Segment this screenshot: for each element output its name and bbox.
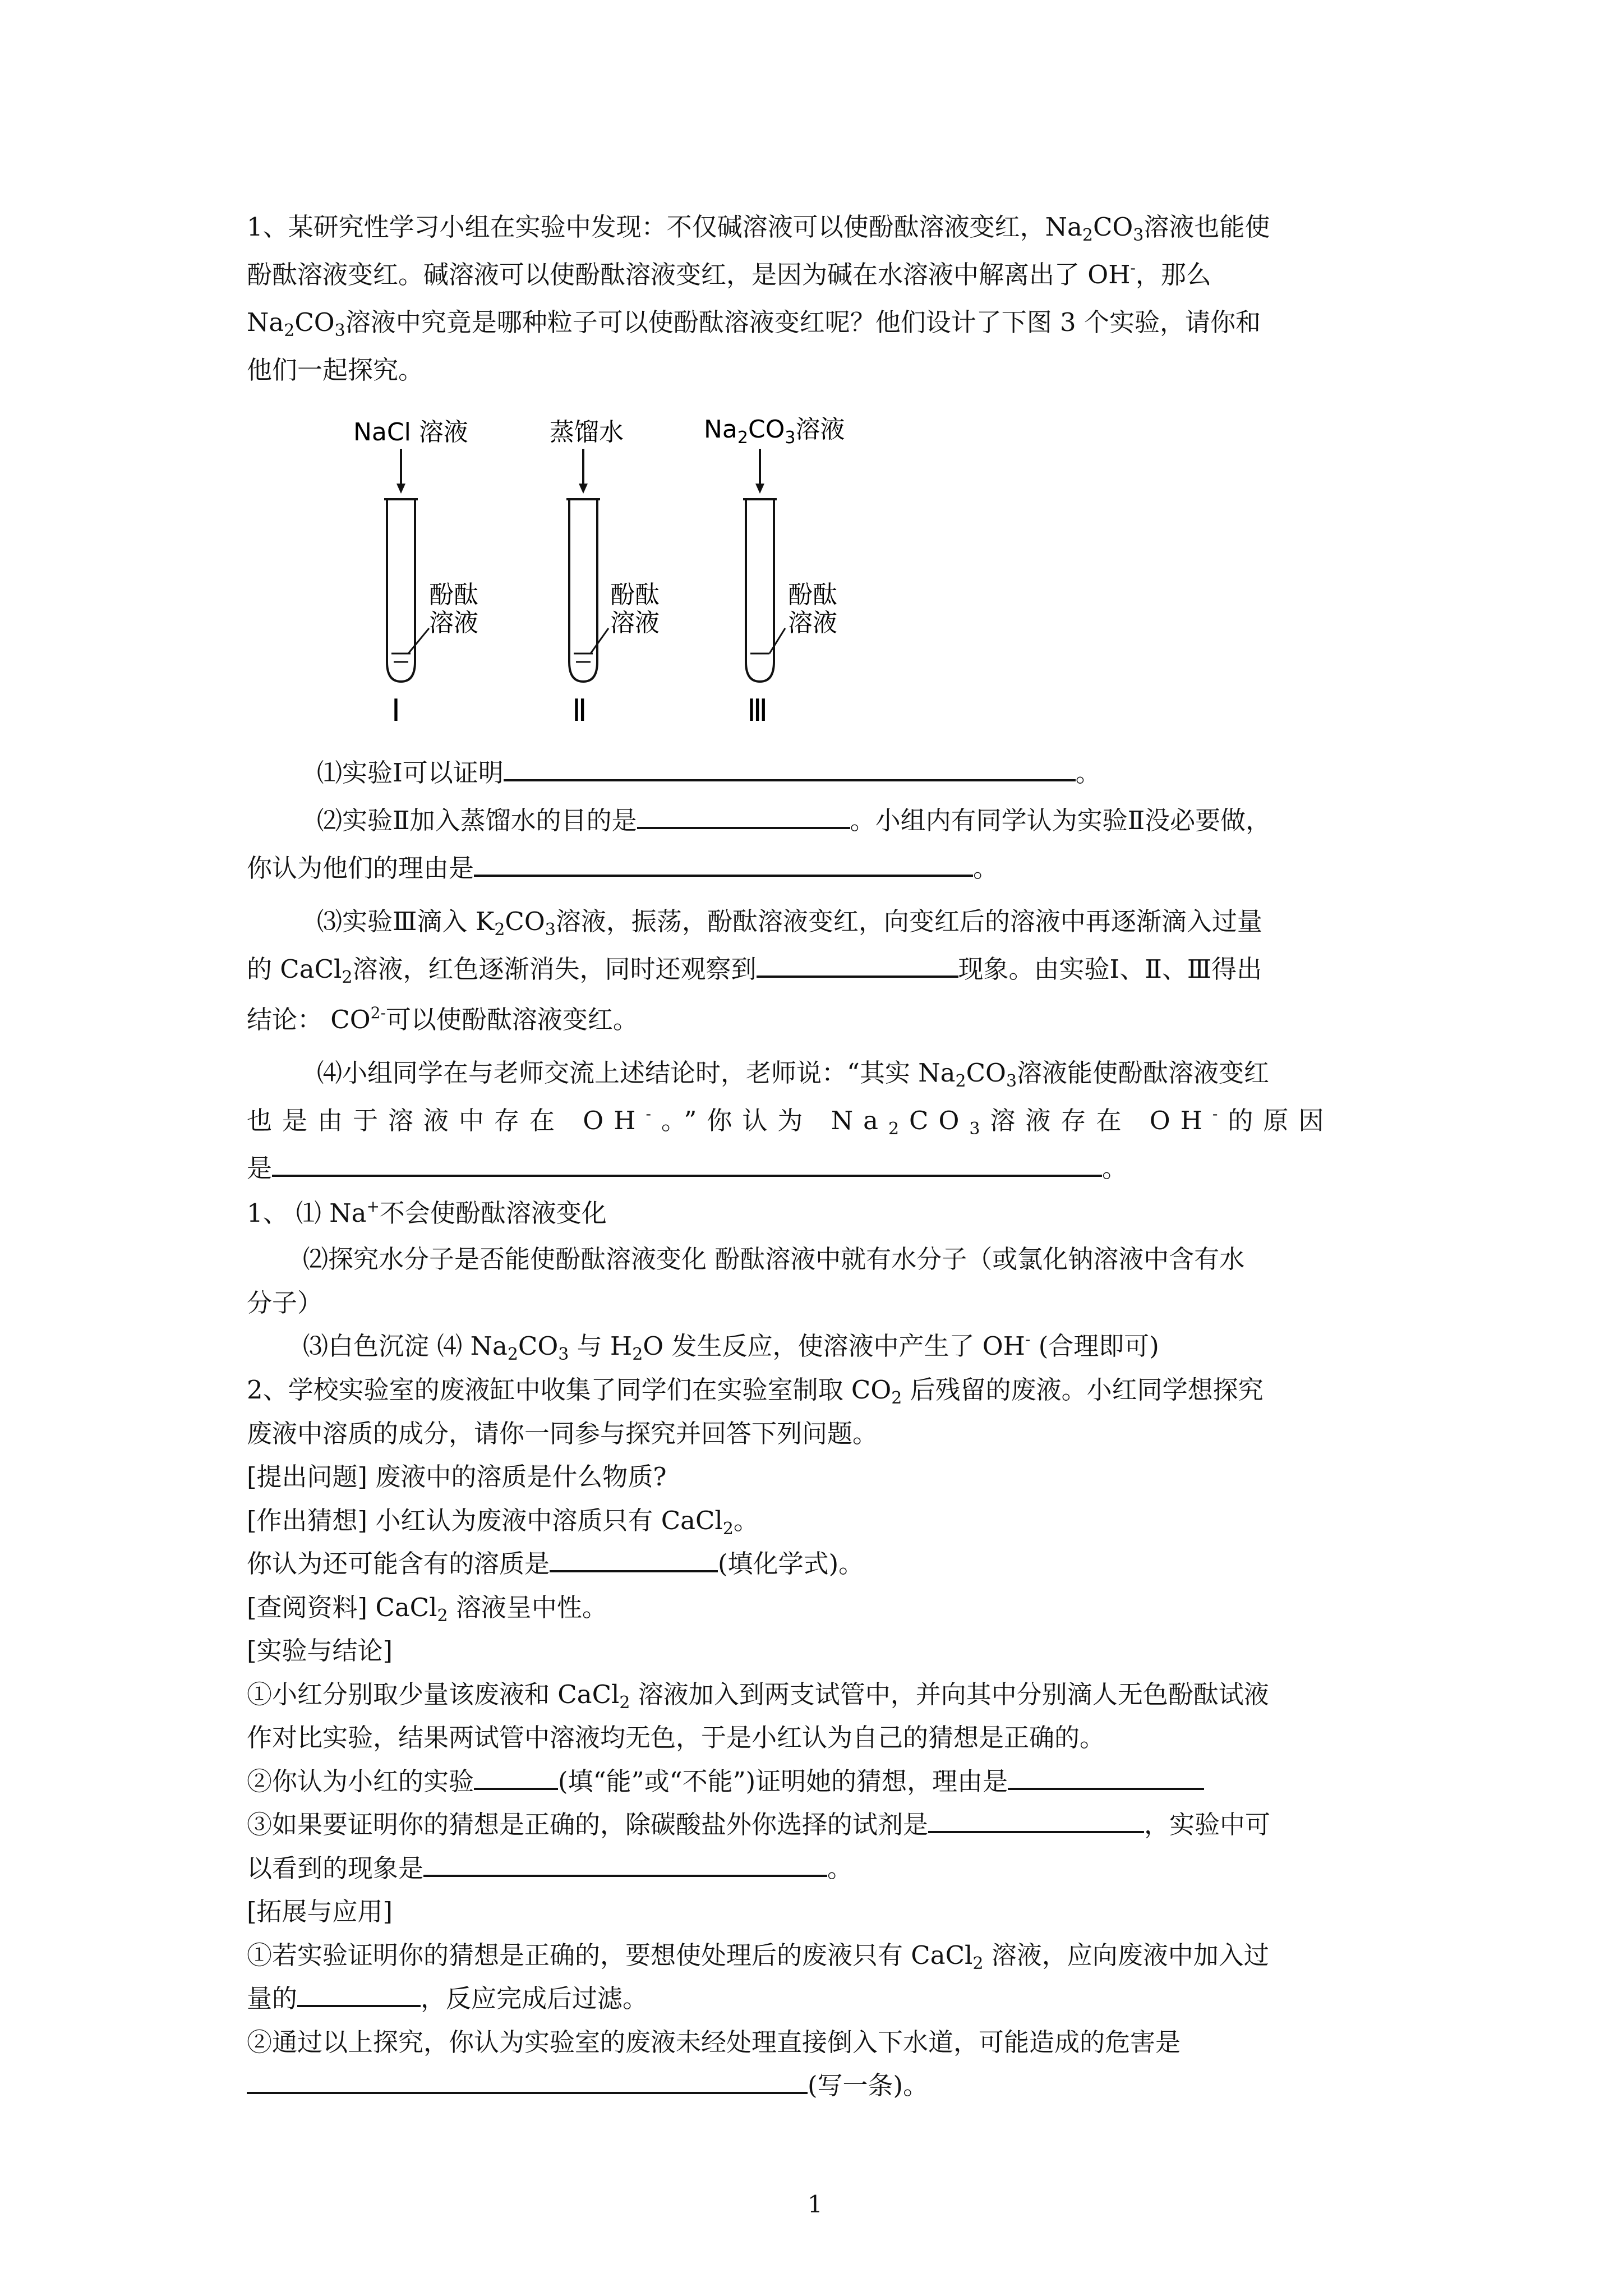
q2-exp-1-line-1: ①小红分别取少量该废液和 CaCl$_2$ 溶液加入到两支试管中，并向其中分别滴人无色酚酞试液: [247, 1680, 1269, 1713]
answer-blank[interactable]: [550, 1551, 718, 1572]
q1-answer-line-4: ⑶白色沉淀 ⑷ $Na_2CO_3$ 与 $H_2O$ 发生反应，使溶液中产生了 OH- (合理即可): [303, 1330, 1159, 1364]
q1-part-3-line-2: 的 CaCl$_2$溶液，红色逐渐消失，同时还观察到 现象。由实验Ⅰ、Ⅱ、Ⅲ得出: [247, 954, 1262, 987]
answer-blank[interactable]: [928, 1812, 1144, 1833]
answer-blank[interactable]: [757, 956, 958, 978]
answer-blank[interactable]: [247, 2073, 808, 2094]
q2-ext-2-line-1: ②通过以上探究，你认为实验室的废液未经处理直接倒入下水道，可能造成的危害是: [247, 2027, 1181, 2057]
tube-3-top-label: $Na_2CO_3$溶液: [704, 415, 845, 448]
q2-info: [查阅资料] CaCl$_2$ 溶液呈中性。: [247, 1593, 607, 1626]
q1-part-3-line-1: ⑶实验Ⅲ滴入 $K_2CO_3$溶液，振荡，酚酞溶液变红，向变红后的溶液中再逐渐滴入过量: [317, 907, 1262, 940]
q2-ask: [提出问题] 废液中的溶质是什么物质?: [247, 1462, 667, 1492]
q2-ext-1-line-1: ①若实验证明你的猜想是正确的，要想使处理后的废液只有 CaCl$_2$ 溶液，应向废液中加入过: [247, 1940, 1269, 1973]
q1-intro-line-2: 酚酞溶液变红。碱溶液可以使酚酞溶液变红，是因为碱在水溶液中解离出了 OH-，那么: [247, 259, 1211, 289]
answer-blank[interactable]: [637, 808, 850, 829]
tube-1-side-label-b: 溶液: [429, 609, 478, 637]
q1-intro-line-3: $Na_2CO_3$溶液中究竟是哪种粒子可以使酚酞溶液变红呢？他们设计了下图 3 个实验，请你和: [247, 307, 1261, 341]
tube-3-side-label-a: 酚酞: [788, 581, 837, 609]
tube-2-side-label-a: 酚酞: [610, 581, 660, 609]
answer-blank[interactable]: [423, 1856, 827, 1877]
q1-part-1: ⑴实验Ⅰ可以证明 。: [317, 758, 1101, 788]
q1-intro-line-4: 他们一起探究。: [247, 355, 424, 385]
q2-exp-heading: [实验与结论]: [247, 1636, 393, 1665]
q2-ext-2-line-2: (写一条)。: [247, 2073, 928, 2098]
page-number: 1: [808, 2191, 823, 2218]
q1-answer-line-2: ⑵探究水分子是否能使酚酞溶液变化 酚酞溶液中就有水分子（或氯化钠溶液中含有水: [303, 1244, 1245, 1274]
q1-part-2-line-1: ⑵实验Ⅱ加入蒸馏水的目的是 。小组内有同学认为实验Ⅱ没必要做，: [317, 806, 1271, 835]
q1-part-4-line-3: 是 。: [247, 1153, 1128, 1183]
q1-part-4-line-1: ⑷小组同学在与老师交流上述结论时，老师说：“其实 $Na_2CO_3$溶液能使酚酞溶液变红: [317, 1058, 1270, 1091]
q2-ext-heading: [拓展与应用]: [247, 1897, 393, 1926]
q2-guess-2: 你认为还可能含有的溶质是 (填化学式)。: [247, 1549, 864, 1579]
tube-2-top-label: 蒸馏水: [550, 418, 624, 447]
answer-blank[interactable]: [297, 1986, 421, 2007]
q1-part-4-line-2: 也是由于溶液中存在 OH-。”你认为 $Na_2CO_3$溶液存在 OH-的原因: [247, 1105, 1334, 1139]
test-tube-figure: [342, 415, 875, 729]
answer-blank[interactable]: [504, 760, 1076, 781]
q2-exp-2: ②你认为小红的实验 (填“能”或“不能”)证明她的猜想，理由是: [247, 1769, 1204, 1794]
q2-exp-1-line-2: 作对比实验，结果两试管中溶液均无色，于是小红认为自己的猜想是正确的。: [247, 1723, 1105, 1752]
q2-guess: [作出猜想] 小红认为废液中溶质只有 CaCl$_2$。: [247, 1506, 759, 1539]
answer-blank[interactable]: [474, 855, 973, 877]
q1-intro-line-1: 1、某研究性学习小组在实验中发现：不仅碱溶液可以使酚酞溶液变红，$Na_2CO_3$溶液也能使: [247, 212, 1270, 245]
answer-blank[interactable]: [474, 1769, 558, 1790]
q2-intro-line-1: 2、学校实验室的废液缸中收集了同学们在实验室制取 $CO_2$ 后残留的废液。小红同学想探究: [247, 1375, 1264, 1408]
q1-part-3-line-3: 结论： $CO^{2-}$可以使酚酞溶液变红。: [247, 1004, 638, 1034]
q2-intro-line-2: 废液中溶质的成分，请你一同参与探究并回答下列问题。: [247, 1419, 878, 1448]
q1-part-2-line-2: 你认为他们的理由是 。: [247, 853, 999, 883]
q1-answer-line-1: 1、 ⑴ Na+不会使酚酞溶液变化: [247, 1197, 607, 1228]
tube-3-side-label-b: 溶液: [788, 609, 837, 637]
tube-3-roman: Ⅲ: [747, 693, 768, 728]
tube-1-top-label: NaCl 溶液: [353, 418, 468, 447]
q1-answer-line-3: 分子）: [247, 1288, 323, 1318]
q2-exp-3-line-1: ③如果要证明你的猜想是正确的，除碳酸盐外你选择的试剂是 ，实验中可: [247, 1810, 1271, 1839]
answer-blank[interactable]: [1008, 1769, 1204, 1790]
tube-2-roman: Ⅱ: [572, 693, 587, 728]
q2-ext-1-line-2: 量的 ，反应完成后过滤。: [247, 1984, 648, 2013]
tube-2-side-label-b: 溶液: [610, 609, 660, 637]
answer-blank[interactable]: [272, 1156, 1102, 1177]
q2-exp-3-line-2: 以看到的现象是 。: [247, 1853, 853, 1883]
tube-1-side-label-a: 酚酞: [429, 581, 478, 609]
tube-1-roman: Ⅰ: [391, 693, 400, 728]
